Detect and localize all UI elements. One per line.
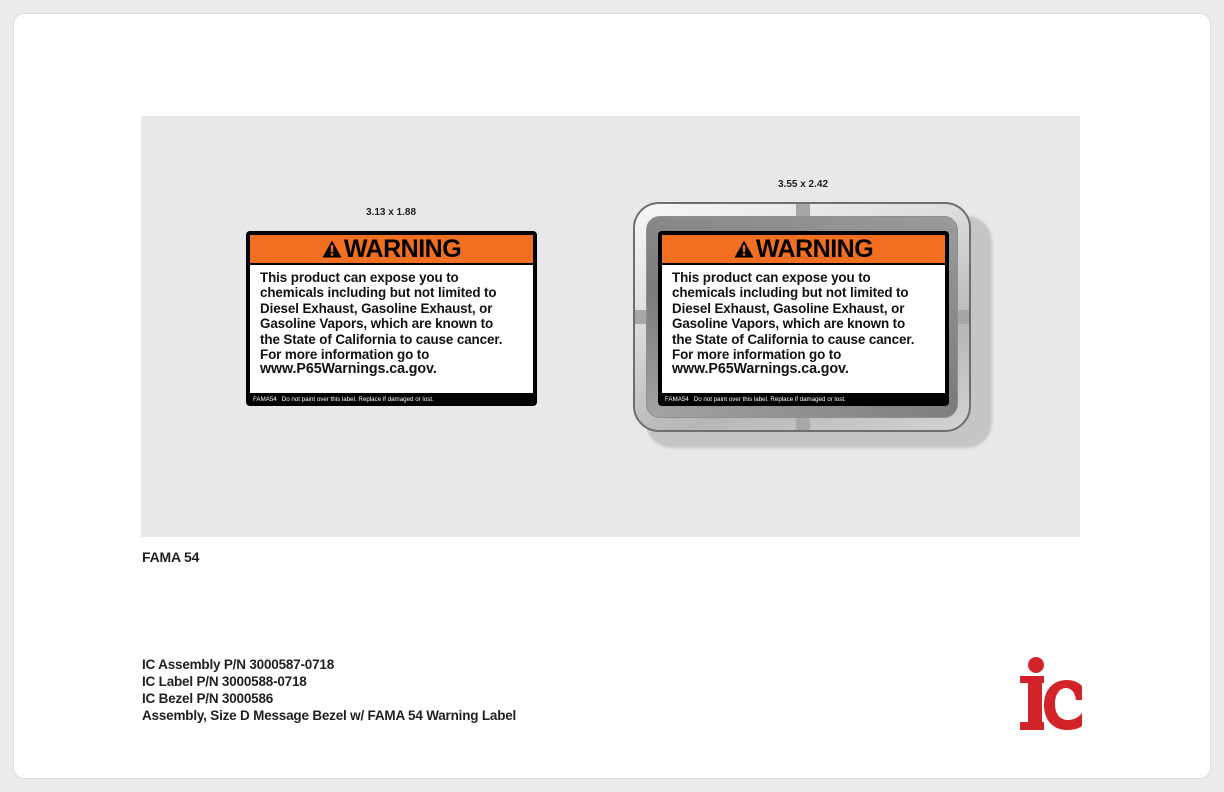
- label-footer-note: Do not paint over this label. Replace if damaged or lost.: [281, 396, 434, 403]
- signal-word: WARNING: [755, 234, 874, 263]
- body-line: Gasoline Vapors, which are known to: [672, 316, 906, 332]
- warning-label-in-bezel: [658, 231, 949, 406]
- label-code: FAMA54: [665, 396, 689, 403]
- body-line: Diesel Exhaust, Gasoline Exhaust, or: [672, 300, 905, 316]
- warning-header: [250, 235, 533, 263]
- warning-triangle-icon: [734, 240, 754, 258]
- label-left-dimension: 3.13 x 1.88: [365, 207, 417, 218]
- warning-url: www.P65Warnings.ca.gov.: [672, 361, 849, 378]
- body-line: Gasoline Vapors, which are known to: [260, 316, 494, 332]
- body-line: the State of California to cause cancer.: [260, 331, 503, 347]
- warning-header: [662, 235, 945, 263]
- body-line: For more information go to: [672, 347, 842, 363]
- product-code: FAMA 54: [142, 549, 200, 565]
- body-line: This product can expose you to: [260, 270, 459, 285]
- part-info-block: [142, 656, 516, 724]
- warning-body: [662, 265, 945, 393]
- bezel-notch-bottom: [796, 416, 810, 430]
- bezel-part-number: IC Bezel P/N 3000586: [142, 691, 274, 706]
- body-line: the State of California to cause cancer.: [672, 331, 915, 347]
- warning-body: [250, 265, 533, 393]
- assembly-description: Assembly, Size D Message Bezel w/ FAMA 54 Warning Label: [142, 708, 517, 723]
- label-footer: [665, 395, 945, 404]
- assembly-part-number: IC Assembly P/N 3000587-0718: [142, 657, 335, 672]
- label-footer-note: Do not paint over this label. Replace if damaged or lost.: [693, 396, 846, 403]
- body-line: For more information go to: [260, 347, 430, 363]
- label-footer: [253, 395, 533, 404]
- warning-url: www.P65Warnings.ca.gov.: [260, 361, 437, 378]
- body-line: chemicals including but not limited to: [260, 285, 497, 301]
- label-right-dimension: 3.55 x 2.42: [777, 179, 829, 190]
- body-line: chemicals including but not limited to: [672, 285, 909, 301]
- warning-triangle-icon: [322, 240, 342, 258]
- ic-logo: [1020, 656, 1084, 732]
- body-line: This product can expose you to: [672, 270, 871, 285]
- signal-word: WARNING: [343, 234, 462, 263]
- label-code: FAMA54: [253, 396, 277, 403]
- body-line: Diesel Exhaust, Gasoline Exhaust, or: [260, 300, 493, 316]
- label-part-number: IC Label P/N 3000588-0718: [142, 674, 307, 689]
- warning-label-plain: [246, 231, 537, 406]
